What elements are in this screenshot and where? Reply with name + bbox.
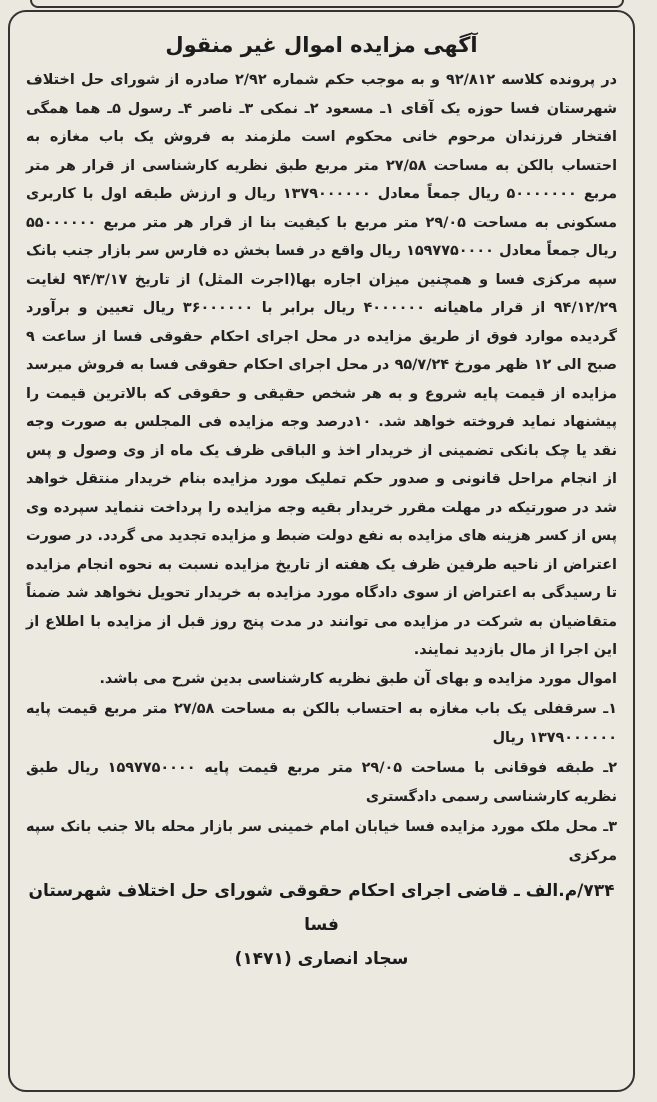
notice-title: آگهی مزایده اموال غیر منقول: [165, 33, 478, 57]
page-edge-line: [30, 0, 624, 8]
notice-item-1: ۱ـ سرقفلی یک باب مغازه به احتساب بالکن به مساحت ۲۷/۵۸ متر مربع قیمت پایه ۱۳۷۹۰۰۰۰۰۰ ریال: [26, 701, 617, 746]
notice-frame: [8, 10, 635, 1092]
signature-line-2: سجاد انصاری (۱۴۷۱): [234, 949, 409, 969]
notice-item-2: ۲ـ طبقه فوقانی با مساحت ۲۹/۰۵ متر مربع قیمت پایه ۱۵۹۷۷۵۰۰۰۰ ریال طبق نظریه کارشناسی رسمی دادگستری: [26, 760, 618, 805]
signature-line-1: ۷۳۴/م.الف ـ قاضی اجرای احکام حقوقی شورای حل اختلاف شهرستان فسا: [28, 881, 615, 935]
notice-signature: [26, 874, 617, 976]
notice-item-3: ۳ـ محل ملک مورد مزایده فسا خیابان امام خمینی سر بازار محله بالا جنب بانک سپه مرکزی: [26, 819, 617, 864]
notice-body: در پرونده کلاسه ۹۲/۸۱۲ و به موجب حکم شماره ۲/۹۲ صادره از شورای حل اختلاف شهرستان فسا حوزه یک آقای ۱ـ مسعود ۲ـ نمکی ۳ـ ناصر ۴ـ رسول ۵ـ هما همگی افتخار فرزندان مرحوم خانی محکوم است ملزمند به فروش یک باب مغازه به احتساب بالکن به مساحت ۲۷/۵۸ متر مربع طبق نظریه کارشناسی از قرار هر متر مربع ۵۰۰۰۰۰۰۰ ریال جمعاً معادل ۱۳۷۹۰۰۰۰۰۰ ریال و ارزش طبقه اول با کاربری مسکونی به مساحت ۲۹/۰۵ متر مربع با کیفیت بنا از قرار هر متر مربع ۵۵۰۰۰۰۰۰ ریال جمعاً معادل ۱۵۹۷۷۵۰۰۰۰ ریال واقع در فسا بخش ده فارس سر بازار جنب بانک سپه مرکزی فسا و همچنین میزان اجاره بها(اجرت المثل) از تاریخ ۹۴/۳/۱۷ لغایت ۹۴/۱۲/۲۹ از قرار ماهیانه ۴۰۰۰۰۰۰ ریال برابر با ۳۶۰۰۰۰۰۰ ریال تعیین و برآورد گردیده موارد فوق از طریق مزایده در محل اجرای احکام حقوقی فسا از ساعت ۹ صبح الی ۱۲ ظهر مورخ ۹۵/۷/۲۴ در محل اجرای احکام حقوقی فسا به فروش میرسد مزایده از قیمت پایه شروع و به هر شخص حقیقی و حقوقی که بالاترین قیمت را پیشنهاد نماید فروخته خواهد شد. ۱۰درصد وجه مزایده فی المجلس به صورت وجه نقد یا چک بانکی تضمینی از خریدار اخذ و الباقی ظرف یک ماه از وی وصول و پس از انجام مراحل قانونی و صدور حکم تملیک مورد مزایده بنام خریدار منتقل خواهد شد در صورتیکه در مهلت مقرر خریدار بقیه وجه مزایده را پرداخت ننماید سپرده وی پس از کسر هزینه های مزایده به نفع دولت ضبط و مزایده تجدید می گردد. در صورت اعتراض از ناحیه طرفین ظرف یک هفته از تاریخ مزایده نسبت به نحوه انجام مزایده تا رسیدگی به اعتراض از سوی دادگاه مورد مزایده به خریدار تحویل نخواهد شد ضمناً متقاضیان به شرکت در مزایده می توانند در مدت پنج روز قبل از مزایده با اطلاع از این اجرا از مال بازدید نمایند.: [26, 72, 618, 658]
notice-intro: اموال مورد مزایده و بهای آن طبق نظریه کارشناسی بدین شرح می باشد.: [99, 670, 617, 687]
